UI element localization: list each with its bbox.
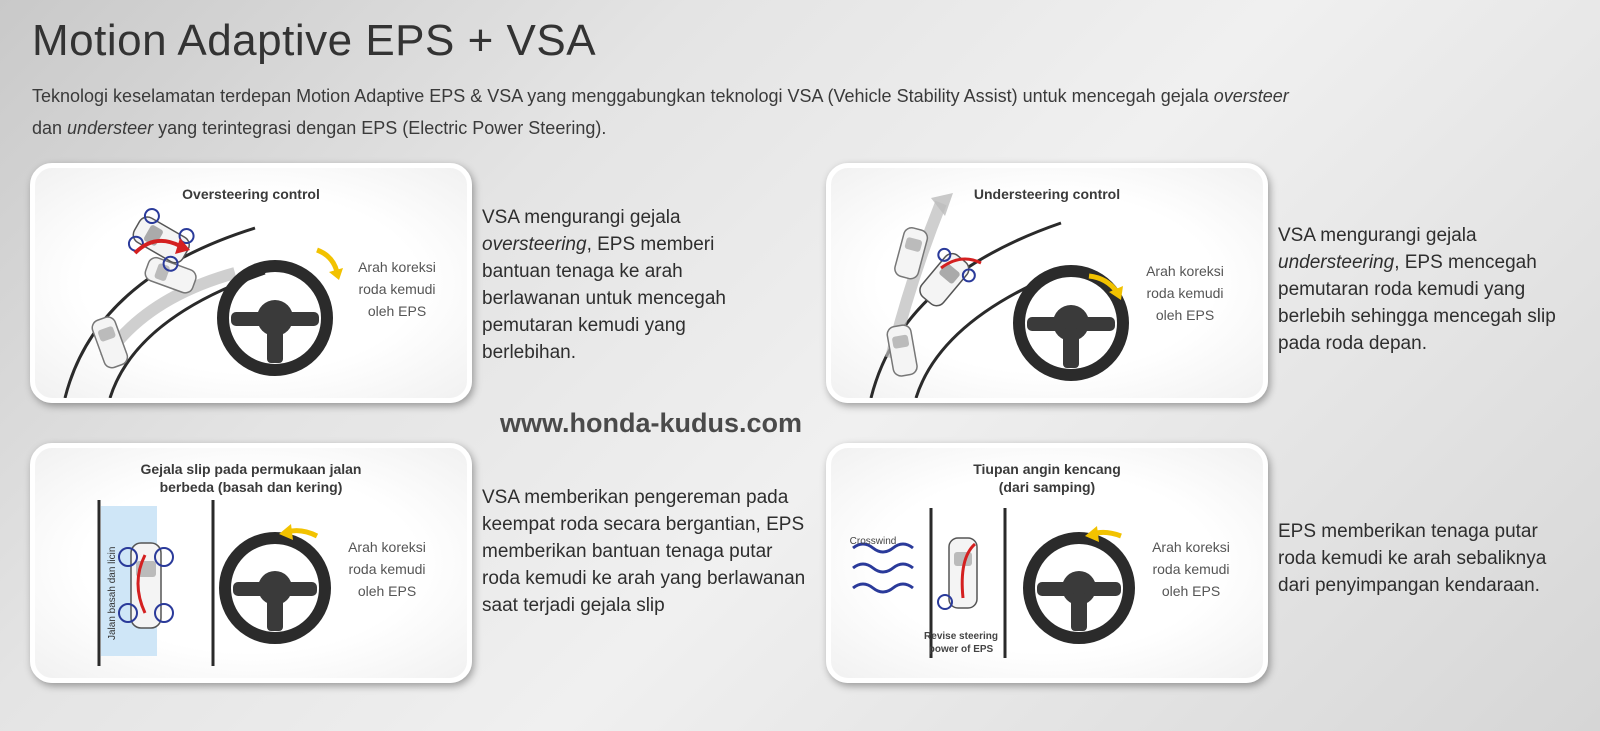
arah-koreksi-label <box>1135 260 1235 326</box>
arah-line-2: roda kemudi <box>348 561 426 577</box>
arah-line-3: oleh EPS <box>1161 583 1221 599</box>
understeer-panel-title: Understeering control <box>973 186 1121 202</box>
steering-wheel-icon <box>223 266 327 370</box>
understeer-desc-post: , EPS mencegah pemutaran roda kemudi yang berlebih sehingga mencegah slip pada roda depan. <box>1278 252 1556 354</box>
crosswind-panel <box>826 443 1268 683</box>
arah-line-1: Arah koreksi <box>348 539 426 555</box>
arah-line-3: oleh EPS <box>1155 307 1215 323</box>
arah-line-1: Arah koreksi <box>358 259 436 275</box>
steering-wheel-icon <box>1029 538 1129 638</box>
arah-line-2: roda kemudi <box>358 281 436 297</box>
crosswind-label: Crosswind <box>849 536 897 547</box>
page-title: Motion Adaptive EPS + VSA <box>32 16 597 65</box>
rotation-arrow-icon <box>317 250 337 272</box>
revise-line2: power of EPS <box>928 644 994 655</box>
car-icon <box>886 324 918 377</box>
steering-wheel-icon <box>1019 271 1123 375</box>
wet-road-label: Jalan basah dan licin <box>107 546 118 640</box>
slip-description: VSA memberikan pengereman pada keempat roda secara bergantian, EPS memberikan bantuan tenaga putar roda kemudi ke arah yang berlawanan saat terjadi gejala slip <box>482 487 806 616</box>
intro-part1: Teknologi keselamatan terdepan Motion Adaptive EPS & VSA yang menggabungkan teknologi VSA (Vehicle Stability Assist) untuk mencegah gejala <box>32 86 1214 106</box>
crosswind-description: EPS memberikan tenaga putar roda kemudi ke arah sebaliknya dari penyimpangan kendaraan. <box>1278 521 1547 596</box>
arah-koreksi-label <box>347 256 447 322</box>
understeer-panel <box>826 163 1268 403</box>
oversteer-panel <box>30 163 472 403</box>
oversteer-desc-pre: VSA mengurangi gejala <box>482 207 681 228</box>
intro-em-oversteer: oversteer <box>1213 86 1289 106</box>
intro-text <box>32 80 1562 144</box>
oversteer-panel-title: Oversteering control <box>182 186 320 202</box>
arah-line-2: roda kemudi <box>1146 285 1224 301</box>
intro-part3: yang terintegrasi dengan EPS (Electric Power Steering). <box>153 118 607 138</box>
arah-koreksi-label <box>1141 536 1241 602</box>
arah-line-3: oleh EPS <box>357 583 417 599</box>
arah-koreksi-label <box>337 536 437 602</box>
watermark-url: www.honda-kudus.com <box>500 408 803 438</box>
oversteer-desc-post: , EPS memberi bantuan tenaga ke arah berlawanan untuk mencegah pemutaran kemudi yang berlebihan. <box>482 234 727 363</box>
arah-line-3: oleh EPS <box>367 303 427 319</box>
oversteer-description <box>482 204 782 366</box>
arah-line-1: Arah koreksi <box>1152 539 1230 555</box>
arah-line-1: Arah koreksi <box>1146 263 1224 279</box>
crosswind-title-line1: Tiupan angin kencang <box>973 461 1121 477</box>
oversteer-desc-em: oversteering <box>482 234 587 255</box>
revise-line1: Revise steering <box>924 631 998 642</box>
arah-line-2: roda kemudi <box>1152 561 1230 577</box>
car-icon <box>893 226 929 281</box>
car-icon <box>938 538 977 609</box>
wind-icon <box>853 544 913 592</box>
intro-part2: dan <box>32 118 68 138</box>
crosswind-title-line2: (dari samping) <box>998 479 1096 495</box>
understeer-desc-em: understeering <box>1278 252 1395 273</box>
understeer-desc-pre: VSA mengurangi gejala <box>1278 225 1477 246</box>
slip-panel <box>30 443 472 683</box>
slip-title-line1: Gejala slip pada permukaan jalan <box>140 461 362 477</box>
revise-steering-label <box>901 630 1021 656</box>
intro-em-understeer: understeer <box>67 118 154 138</box>
slip-title-line2: berbeda (basah dan kering) <box>159 479 343 495</box>
understeer-description <box>1278 222 1568 357</box>
steering-wheel-icon <box>225 538 325 638</box>
